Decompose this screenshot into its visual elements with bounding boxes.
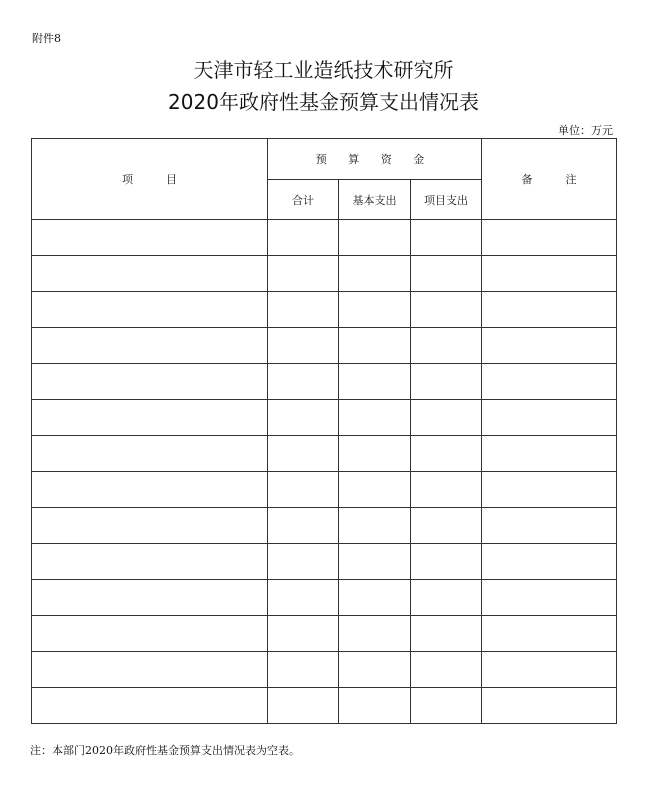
table-cell (339, 256, 411, 292)
table-cell (32, 508, 268, 544)
table-cell (411, 472, 482, 508)
table-cell (482, 688, 617, 724)
table-cell (482, 364, 617, 400)
table-row (32, 220, 617, 256)
table-cell (268, 400, 339, 436)
table-row (32, 256, 617, 292)
table-cell (411, 508, 482, 544)
table-body (32, 220, 617, 724)
table-cell (32, 472, 268, 508)
table-cell (268, 508, 339, 544)
table-row (32, 508, 617, 544)
table-cell (411, 580, 482, 616)
table-cell (32, 652, 268, 688)
table-cell (268, 328, 339, 364)
table-cell (482, 256, 617, 292)
table-row (32, 364, 617, 400)
table-cell (482, 292, 617, 328)
table-cell (482, 544, 617, 580)
column-header-total: 合计 (268, 180, 339, 220)
table-row (32, 328, 617, 364)
attachment-label: 附件8 (32, 32, 61, 45)
unit-label: 单位：万元 (558, 124, 613, 137)
table-row (32, 616, 617, 652)
table-cell (32, 616, 268, 652)
table-row (32, 436, 617, 472)
table-cell (32, 220, 268, 256)
table-cell (411, 652, 482, 688)
table-cell (482, 472, 617, 508)
table-cell (411, 436, 482, 472)
table-cell (32, 328, 268, 364)
table-cell (411, 544, 482, 580)
table-cell (268, 652, 339, 688)
table-cell (268, 256, 339, 292)
table-cell (32, 292, 268, 328)
table-cell (482, 328, 617, 364)
table-cell (482, 508, 617, 544)
table-cell (411, 256, 482, 292)
column-header-basic-expense: 基本支出 (339, 180, 411, 220)
budget-table (31, 138, 617, 724)
table-cell (339, 508, 411, 544)
table-cell (32, 436, 268, 472)
table-cell (339, 616, 411, 652)
table-cell (268, 364, 339, 400)
table-cell (411, 220, 482, 256)
footnote: 注：本部门2020年政府性基金预算支出情况表为空表。 (30, 744, 300, 757)
table-cell (411, 400, 482, 436)
table-cell (32, 364, 268, 400)
table-cell (339, 328, 411, 364)
table-row (32, 580, 617, 616)
table-cell (339, 364, 411, 400)
table-cell (411, 616, 482, 652)
table-cell (268, 472, 339, 508)
table-cell (268, 220, 339, 256)
column-header-budget-funds: 预 算 资 金 (268, 139, 482, 180)
table-cell (411, 364, 482, 400)
table-cell (339, 652, 411, 688)
table-cell (339, 400, 411, 436)
table-cell (32, 544, 268, 580)
table-cell (268, 436, 339, 472)
table-cell (268, 292, 339, 328)
table-cell (268, 616, 339, 652)
table-cell (339, 292, 411, 328)
table-cell (482, 400, 617, 436)
table-cell (411, 328, 482, 364)
document-title: 天津市轻工业造纸技术研究所 (193, 58, 454, 82)
table-cell (339, 436, 411, 472)
table-cell (339, 580, 411, 616)
table-cell (268, 544, 339, 580)
table-row (32, 544, 617, 580)
table-cell (411, 688, 482, 724)
table-cell (482, 436, 617, 472)
table-cell (482, 616, 617, 652)
table-cell (411, 292, 482, 328)
column-header-remark: 备 注 (482, 139, 617, 220)
table-row (32, 292, 617, 328)
table-cell (339, 220, 411, 256)
table-row (32, 472, 617, 508)
table-cell (32, 580, 268, 616)
table-cell (268, 580, 339, 616)
table-cell (339, 544, 411, 580)
table-row (32, 652, 617, 688)
document-subtitle: 2020年政府性基金预算支出情况表 (168, 90, 479, 114)
table-cell (482, 220, 617, 256)
table-cell (268, 688, 339, 724)
column-header-item: 项 目 (32, 139, 268, 220)
table-cell (32, 256, 268, 292)
table-cell (339, 472, 411, 508)
table-cell (339, 688, 411, 724)
column-header-project-expense: 项目支出 (411, 180, 482, 220)
table-cell (482, 580, 617, 616)
table-cell (32, 688, 268, 724)
table-row (32, 400, 617, 436)
table-cell (32, 400, 268, 436)
table-row (32, 688, 617, 724)
table-cell (482, 652, 617, 688)
